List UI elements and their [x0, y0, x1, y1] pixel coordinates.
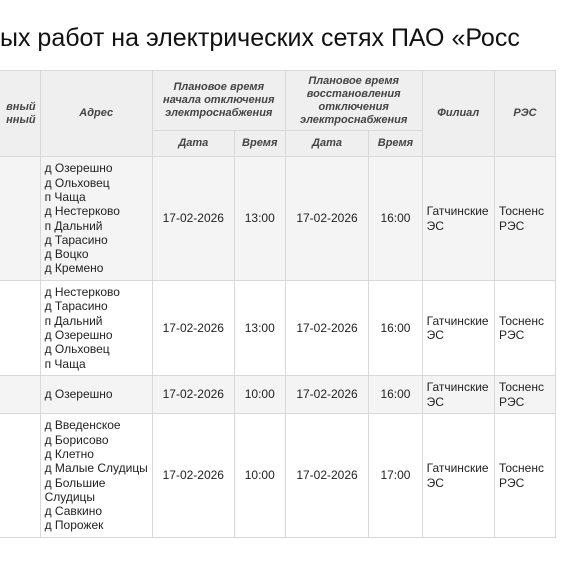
table-row — [0, 281, 556, 376]
address-line: д Ольховец — [44, 175, 110, 190]
address-line: д Озерешно — [44, 387, 113, 402]
header-restore-group: Плановое время восстановления отключения электроснабжения — [285, 71, 422, 131]
address-cell — [40, 281, 152, 376]
address-line: д Введенское — [44, 418, 121, 433]
address-line: д Воцко — [44, 247, 89, 262]
header-start-date: Дата — [152, 131, 234, 157]
address-line: д Савкино — [44, 504, 103, 519]
branch-cell: Гатчинские ЭС — [422, 157, 494, 281]
header-res: РЭС — [494, 71, 555, 157]
address-line: д Тарасино — [44, 232, 108, 247]
res-text: Тосненс РЭС — [498, 204, 544, 233]
end-time-cell: 16:00 — [369, 281, 422, 376]
row-col1-cell — [0, 376, 40, 414]
res-text: Тосненс РЭС — [498, 313, 544, 342]
address-line: д Большие — [44, 475, 106, 490]
end-time-cell: 16:00 — [369, 376, 422, 414]
start-time-cell: 10:00 — [234, 376, 285, 414]
address-line: д Порожек — [44, 518, 104, 533]
address-cell — [40, 376, 152, 414]
start-date-cell: 17-02-2026 — [152, 157, 234, 281]
address-line: д Ольховец — [44, 342, 110, 357]
table-row — [0, 157, 556, 281]
start-time-cell: 13:00 — [234, 281, 285, 376]
row-col1-cell — [0, 157, 40, 281]
address-cell — [40, 414, 152, 538]
address-line: д Нестерково — [44, 204, 120, 219]
start-date-cell: 17-02-2026 — [152, 414, 234, 538]
header-col1 — [0, 71, 40, 157]
header-start-group: Плановое время начала отключения электроснабжения — [152, 71, 285, 131]
row-col1-cell — [0, 281, 40, 376]
res-text: Тосненс РЭС — [498, 380, 544, 409]
address-line: д Борисово — [44, 432, 109, 447]
branch-cell: Гатчинские ЭС — [422, 414, 494, 538]
address-line: п Дальний — [44, 218, 103, 233]
end-date-cell: 17-02-2026 — [285, 414, 369, 538]
table-row — [0, 414, 556, 538]
res-cell — [494, 376, 555, 414]
address-line: д Нестерково — [44, 285, 120, 300]
start-time-cell: 10:00 — [234, 414, 285, 538]
address-line: п Чаща — [44, 356, 86, 371]
res-cell — [494, 281, 555, 376]
end-time-cell: 17:00 — [369, 414, 422, 538]
end-date-cell: 17-02-2026 — [285, 376, 369, 414]
address-line: д Кремено — [44, 261, 104, 276]
start-time-cell: 13:00 — [234, 157, 285, 281]
header-col1-text: вный нный — [6, 100, 36, 126]
address-line: п Дальний — [44, 313, 103, 328]
branch-cell: Гатчинские ЭС — [422, 281, 494, 376]
address-line: д Малые Слудицы — [44, 461, 148, 476]
start-date-cell: 17-02-2026 — [152, 281, 234, 376]
res-cell — [494, 414, 555, 538]
header-address: Адрес — [40, 71, 152, 157]
res-cell — [494, 157, 555, 281]
table-row — [0, 376, 556, 414]
address-line: д Тарасино — [44, 299, 108, 314]
end-time-cell: 16:00 — [369, 157, 422, 281]
page-title: ых работ на электрических сетях ПАО «Росс — [0, 24, 520, 52]
row-col1-cell — [0, 414, 40, 538]
start-date-cell: 17-02-2026 — [152, 376, 234, 414]
outage-table — [0, 70, 556, 538]
address-line: п Чаща — [44, 189, 86, 204]
address-cell — [40, 157, 152, 281]
res-text: Тосненс РЭС — [498, 461, 544, 490]
end-date-cell: 17-02-2026 — [285, 157, 369, 281]
header-end-time: Время — [369, 131, 422, 157]
header-start-time: Время — [234, 131, 285, 157]
address-line: д Клетно — [44, 446, 94, 461]
branch-cell: Гатчинские ЭС — [422, 376, 494, 414]
end-date-cell: 17-02-2026 — [285, 281, 369, 376]
header-branch: Филиал — [422, 71, 494, 157]
address-line: д Озерешно — [44, 161, 113, 176]
address-line: Слудицы — [44, 489, 96, 504]
header-end-date: Дата — [285, 131, 369, 157]
address-line: д Озерешно — [44, 328, 113, 342]
